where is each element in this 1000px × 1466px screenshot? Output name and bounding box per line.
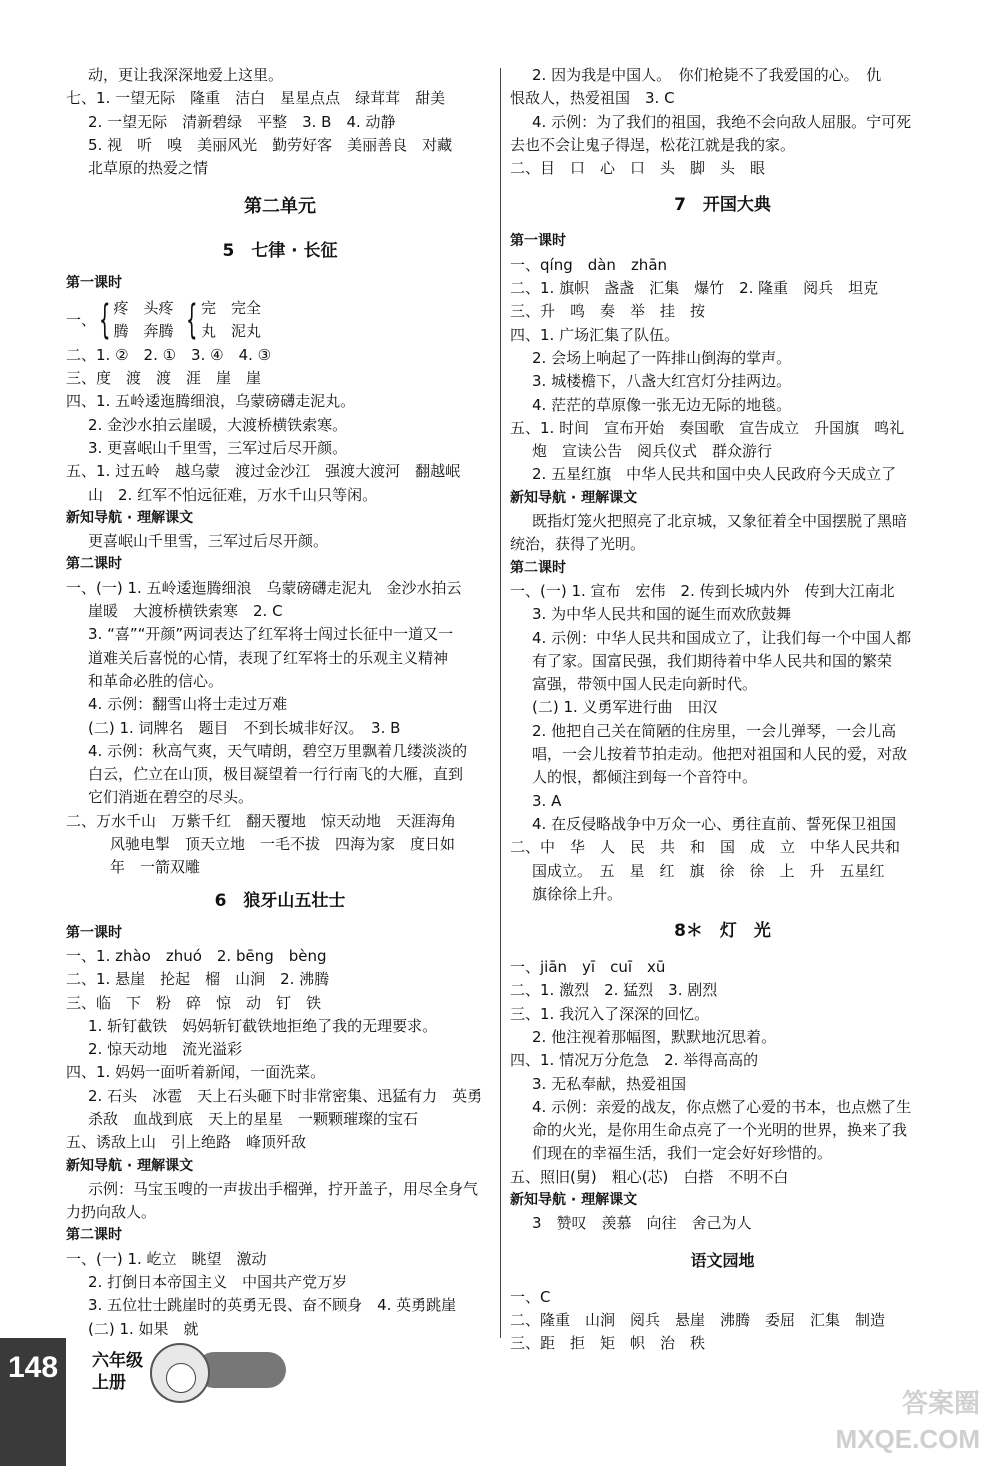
text-line: 二、1. 激烈 2. 猛烈 3. 剧烈 xyxy=(510,981,718,1000)
text-line: (二) 1. 词牌名 题目 不到长城非好汉。 3. B xyxy=(88,718,401,737)
unit-title: 第二单元 xyxy=(244,196,316,218)
face-icon xyxy=(166,1363,196,1393)
right-top-lines xyxy=(510,64,935,180)
text-line: 4. 示例：为了我们的祖国，我绝不会向敌人屈服。宁可死 xyxy=(532,112,912,131)
text-line: 崖暖 大渡桥横铁索寒 2. C xyxy=(88,602,283,621)
left-top-lines xyxy=(66,64,494,180)
lesson-title: 7 开国大典 xyxy=(674,195,771,216)
text-line: 三、距 拒 矩 帜 治 秩 xyxy=(510,1334,706,1353)
class-heading: 第一课时 xyxy=(66,275,122,292)
answer-block xyxy=(66,1248,494,1341)
text-line: 七、1. 一望无际 隆重 洁白 星星点点 绿茸茸 甜美 xyxy=(66,89,446,108)
text-line: 更喜岷山千里雪，三军过后尽开颜。 xyxy=(88,532,329,551)
text-line: 年 一箭双雕 xyxy=(110,858,201,877)
text-line: 风驰电掣 顶天立地 一毛不拔 四海为家 度日如 xyxy=(110,835,456,854)
guide-heading: 新知导航 · 理解课文 xyxy=(510,489,638,506)
text-line: 3. “喜”“开颜”两词表达了红军将士闯过长征中一道又一 xyxy=(88,625,454,644)
student-avatar-icon xyxy=(150,1343,210,1403)
brace-line: 完 完全 xyxy=(200,298,261,317)
text-line: 三、升 鸣 奏 举 挂 按 xyxy=(510,302,706,321)
text-line: 五、1. 时间 宣布开始 奏国歌 宣告成立 升国旗 鸣礼 xyxy=(510,418,905,437)
text-line: 和革命必胜的信心。 xyxy=(88,671,224,690)
text-line: 恨敌人，热爱祖国 3. C xyxy=(510,89,675,108)
watermark-line: MXQE.COM xyxy=(835,1424,980,1454)
text-line: 2. 会场上响起了一阵排山倒海的掌声。 xyxy=(532,348,792,367)
brace-icon: { xyxy=(186,296,198,343)
text-line: 旗徐徐上升。 xyxy=(532,884,623,903)
class-heading: 第一课时 xyxy=(510,233,566,250)
text-line: 动，更让我深深地爱上这里。 xyxy=(88,66,284,84)
text-line: 它们消逝在碧空的尽头。 xyxy=(88,788,254,807)
left-column xyxy=(66,64,494,1341)
text-line: 四、1. 妈妈一面听着新闻，一面洗菜。 xyxy=(66,1063,326,1082)
text-line: 一、jiān yī cuī xū xyxy=(510,958,666,977)
text-line: 白云，伫立在山顶，极目凝望着一行行南飞的大雁，直到 xyxy=(88,765,464,784)
text-line: 五、1. 过五岭 越乌蒙 渡过金沙江 强渡大渡河 翻越岷 xyxy=(66,462,461,481)
answer-block xyxy=(510,254,935,487)
text-line: 三、1. 我沉入了深深的回忆。 xyxy=(510,1004,710,1023)
right-column xyxy=(510,64,935,1356)
text-line: 四、1. 五岭逶迤腾细浪，乌蒙磅礴走泥丸。 xyxy=(66,392,356,411)
text-line: (二) 1. 如果 就 xyxy=(88,1319,199,1338)
text-line: 3. 为中华人民共和国的诞生而欢欣鼓舞 xyxy=(532,605,792,624)
watermark xyxy=(836,1385,980,1457)
text-line: 五、照旧(舅) 粗心(芯) 白搭 不明不白 xyxy=(510,1167,789,1186)
text-line: 4. 在反侵略战争中万众一心、勇往直前、誓死保卫祖国 xyxy=(532,814,897,833)
text-line: 二、中 华 人 民 共 和 国 成 立 中华人民共和 xyxy=(510,838,901,857)
text-line: 炮 宣读公告 阅兵仪式 群众游行 xyxy=(532,442,773,461)
text-line: 四、1. 广场汇集了队伍。 xyxy=(510,325,680,344)
text-line: 去也不会让鬼子得逞，松花江就是我的家。 xyxy=(510,135,796,154)
answer-block xyxy=(66,577,494,880)
text-line: 2. 一望无际 清新碧绿 平整 3. B 4. 动静 xyxy=(88,112,396,131)
text-line: 一、qíng dàn zhān xyxy=(510,255,668,274)
text-line: 一、(一) 1. 屹立 眺望 激动 xyxy=(66,1249,267,1268)
text-line: 国成立。 五 星 红 旗 徐 徐 上 升 五星红 xyxy=(532,861,885,880)
text-line: 2. 因为我是中国人。 你们枪毙不了我爱国的心。 仇 xyxy=(532,66,882,84)
text-line: 3 赞叹 羡慕 向往 舍己为人 xyxy=(532,1214,752,1233)
text-line: 道难关后喜悦的心情，表现了红军将士的乐观主义精神 xyxy=(88,648,449,667)
answer-block xyxy=(66,344,494,507)
text-line: 二、1. 悬崖 抡起 榴 山涧 2. 沸腾 xyxy=(66,970,330,989)
text-line: 一、C xyxy=(510,1287,551,1306)
brace-group-left xyxy=(113,297,173,343)
text-line: 4. 示例：中华人民共和国成立了，让我们每一个中国人都 xyxy=(532,628,912,647)
text-line: 北草原的热爱之情 xyxy=(88,159,209,178)
page-number: 148 xyxy=(0,1338,66,1466)
brace-line: 腾 奔腾 xyxy=(113,321,174,340)
text-line: 4. 茫茫的草原像一张无边无际的地毯。 xyxy=(532,395,792,414)
watermark-line: 答案圈 xyxy=(901,1388,980,1418)
text-line: 四、1. 情况万分危急 2. 举得高高的 xyxy=(510,1051,759,1070)
volume-text: 上册 xyxy=(92,1373,126,1393)
text-line: 2. 五星红旗 中华人民共和国中央人民政府今天成立了 xyxy=(532,465,897,484)
brace-answer xyxy=(66,296,494,344)
text-line: 示例：马宝玉嗖的一声拔出手榴弹，拧开盖子，用尽全身气 xyxy=(88,1179,479,1198)
text-line: 有了家。国富民强，我们期待着中华人民共和国的繁荣 xyxy=(532,651,893,670)
text-line: 2. 石头 冰雹 天上石头砸下时非常密集、迅猛有力 英勇 xyxy=(88,1086,483,1105)
answer-block xyxy=(510,580,935,906)
brace-line: 丸 泥丸 xyxy=(200,321,261,340)
text-line: 2. 金沙水拍云崖暖，大渡桥横铁索寒。 xyxy=(88,415,348,434)
text-line: 二、1. ② 2. ① 3. ④ 4. ③ xyxy=(66,345,272,364)
text-line: 富强，带领中国人民走向新时代。 xyxy=(532,675,758,694)
answer-block xyxy=(510,956,935,1189)
text-line: 二、1. 旗帜 盏盏 汇集 爆竹 2. 隆重 阅兵 坦克 xyxy=(510,279,879,298)
text-line: 3. 无私奉献，热爱祖国 xyxy=(532,1074,687,1093)
section-title: 语文园地 xyxy=(690,1250,755,1270)
text-line: 二、目 口 心 口 头 脚 头 眼 xyxy=(510,159,766,178)
lesson-title: 8＊ 灯 光 xyxy=(674,921,771,942)
class-heading: 第二课时 xyxy=(66,1227,122,1244)
text-line: 一、(一) 1. 宣布 宏伟 2. 传到长城内外 传到大江南北 xyxy=(510,581,895,600)
text-line: 2. 惊天动地 流光溢彩 xyxy=(88,1040,243,1059)
text-line: 三、临 下 粉 碎 惊 动 钉 铁 xyxy=(66,993,322,1012)
text-line: 3. 更喜岷山千里雪，三军过后尽开颜。 xyxy=(88,438,348,457)
text-line: 2. 他把自己关在简陋的住房里，一会儿弹琴，一会儿高 xyxy=(532,721,897,740)
brace-line: 疼 头疼 xyxy=(113,298,174,317)
text-line: 杀敌 血战到底 天上的星星 一颗颗璀璨的宝石 xyxy=(88,1109,419,1128)
grade-text: 六年级 xyxy=(92,1351,143,1371)
text-line: 一、(一) 1. 五岭逶迤腾细浪 乌蒙磅礴走泥丸 金沙水拍云 xyxy=(66,578,462,597)
guide-heading: 新知导航 · 理解课文 xyxy=(66,1157,194,1174)
lesson-title: 5 七律 · 长征 xyxy=(222,241,338,262)
text-line: 二、万水千山 万紫千红 翻天覆地 惊天动地 天涯海角 xyxy=(66,811,457,830)
text-line: 们现在的幸福生活，我们一定会好好珍惜的。 xyxy=(532,1144,833,1163)
text-line: 4. 示例：亲爱的战友，你点燃了心爱的书本，也点燃了生 xyxy=(532,1097,912,1116)
guide-heading: 新知导航 · 理解课文 xyxy=(510,1192,638,1209)
text-line: 三、度 渡 渡 涯 崖 崖 xyxy=(66,369,262,388)
text-line: 2. 他注视着那幅图，默默地沉思着。 xyxy=(532,1027,777,1046)
lesson-title: 6 狼牙山五壮士 xyxy=(214,890,346,911)
text-line: 二、隆重 山涧 阅兵 悬崖 沸腾 委屈 汇集 制造 xyxy=(510,1310,886,1329)
text-line: 唱，一会儿按着节拍走动。他把对祖国和人民的爱，对敌 xyxy=(532,745,908,764)
guide-heading: 新知导航 · 理解课文 xyxy=(66,509,194,526)
text-line: 山 2. 红军不怕远征难，万水千山只等闲。 xyxy=(88,485,378,504)
text-line: 3. 城楼檐下，八盏大红宫灯分挂两边。 xyxy=(532,372,792,391)
text-line: 命的火光，是你用生命点亮了一个光明的世界，换来了我 xyxy=(532,1121,908,1140)
text-line: 3. 五位壮士跳崖时的英勇无畏、奋不顾身 4. 英勇跳崖 xyxy=(88,1296,457,1315)
brace-icon: { xyxy=(99,296,111,343)
question-prefix: 一、 xyxy=(66,311,97,330)
text-line: 五、诱敌上山 引上绝路 峰顶歼敌 xyxy=(66,1133,307,1152)
class-heading: 第一课时 xyxy=(66,924,122,941)
column-divider xyxy=(500,68,501,1338)
text-line: 人的恨，都倾注到每一个音符中。 xyxy=(532,768,758,787)
text-line: 5. 视 听 嗅 美丽风光 勤劳好客 美丽善良 对藏 xyxy=(88,135,453,154)
answer-block xyxy=(510,1286,935,1356)
text-line: 一、1. zhào zhuó 2. bēng bèng xyxy=(66,946,327,965)
text-line: 4. 示例：秋高气爽，天气晴朗，碧空万里飘着几缕淡淡的 xyxy=(88,741,468,760)
class-heading: 第二课时 xyxy=(66,556,122,573)
answer-block xyxy=(66,945,494,1155)
text-line: (二) 1. 义勇军进行曲 田汉 xyxy=(532,698,718,717)
text-line: 1. 斩钉截铁 妈妈斩钉截铁地拒绝了我的无理要求。 xyxy=(88,1016,438,1035)
text-line: 统治，获得了光明。 xyxy=(510,535,646,554)
text-line: 3. A xyxy=(532,791,562,810)
text-line: 既指灯笼火把照亮了北京城，又象征着全中国摆脱了黑暗 xyxy=(532,512,908,531)
grade-label xyxy=(92,1350,143,1394)
brace-group-right xyxy=(201,297,261,343)
class-heading: 第二课时 xyxy=(510,559,566,576)
text-line: 力扔向敌人。 xyxy=(66,1203,157,1222)
text-line: 4. 示例：翻雪山将士走过万难 xyxy=(88,695,288,714)
text-line: 2. 打倒日本帝国主义 中国共产党万岁 xyxy=(88,1273,348,1292)
